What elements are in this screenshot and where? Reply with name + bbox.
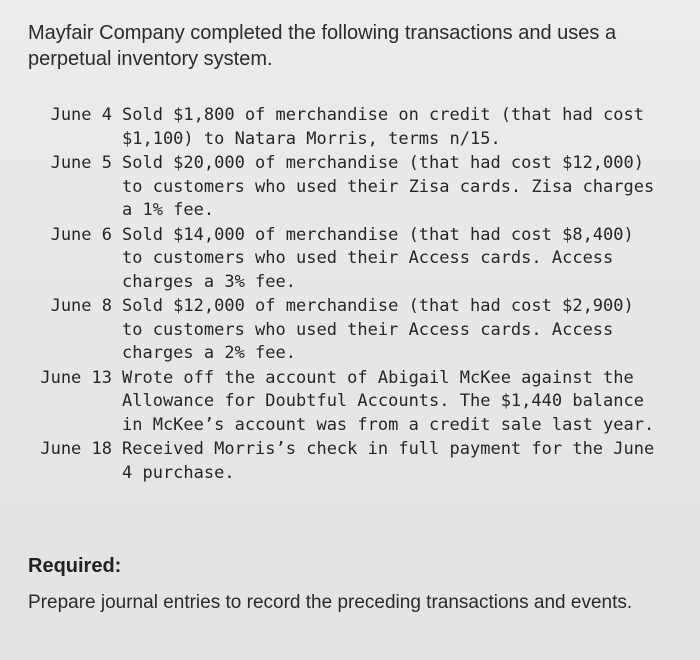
transaction-date: June 5 <box>50 153 112 173</box>
transaction-row <box>24 367 684 438</box>
transaction-description: Sold $1,800 of merchandise on credit (that had cost $1,100) to Natara Morris, terms n/15. <box>122 105 644 149</box>
required-heading: Required: <box>28 555 122 577</box>
transaction-list <box>24 104 684 486</box>
transaction-description: Received Morris’s check in full payment for the June 4 purchase. <box>122 439 655 483</box>
transaction-row <box>24 152 684 223</box>
transaction-row <box>24 295 684 366</box>
transaction-row <box>24 104 684 151</box>
transaction-description: Wrote off the account of Abigail McKee against the Allowance for Doubtful Accounts. The $1,440 balance in McKee’s account was from a credit sale last year. <box>122 367 655 435</box>
transaction-row <box>24 224 684 295</box>
transaction-description: Sold $12,000 of merchandise (that had cost $2,900) to customers who used their Access cards. Access charges a 2% fee. <box>122 296 634 363</box>
transaction-description: Sold $20,000 of merchandise (that had cost $12,000) to customers who used their Zisa cards. Zisa charges a 1% fee. <box>122 153 655 220</box>
transaction-description: Sold $14,000 of merchandise (that had cost $8,400) to customers who used their Access cards. Access charges a 3% fee. <box>122 224 634 292</box>
transaction-row <box>24 438 684 485</box>
transaction-date: June 8 <box>50 296 112 316</box>
transaction-date: June 18 <box>40 439 112 459</box>
required-instructions: Prepare journal entries to record the preceding transactions and events. <box>28 592 633 613</box>
transaction-date: June 13 <box>40 367 112 388</box>
transaction-date: June 6 <box>50 224 112 245</box>
transaction-date: June 4 <box>50 105 112 125</box>
intro-paragraph: Mayfair Company completed the following transactions and uses a perpetual inventory system. <box>28 22 617 70</box>
